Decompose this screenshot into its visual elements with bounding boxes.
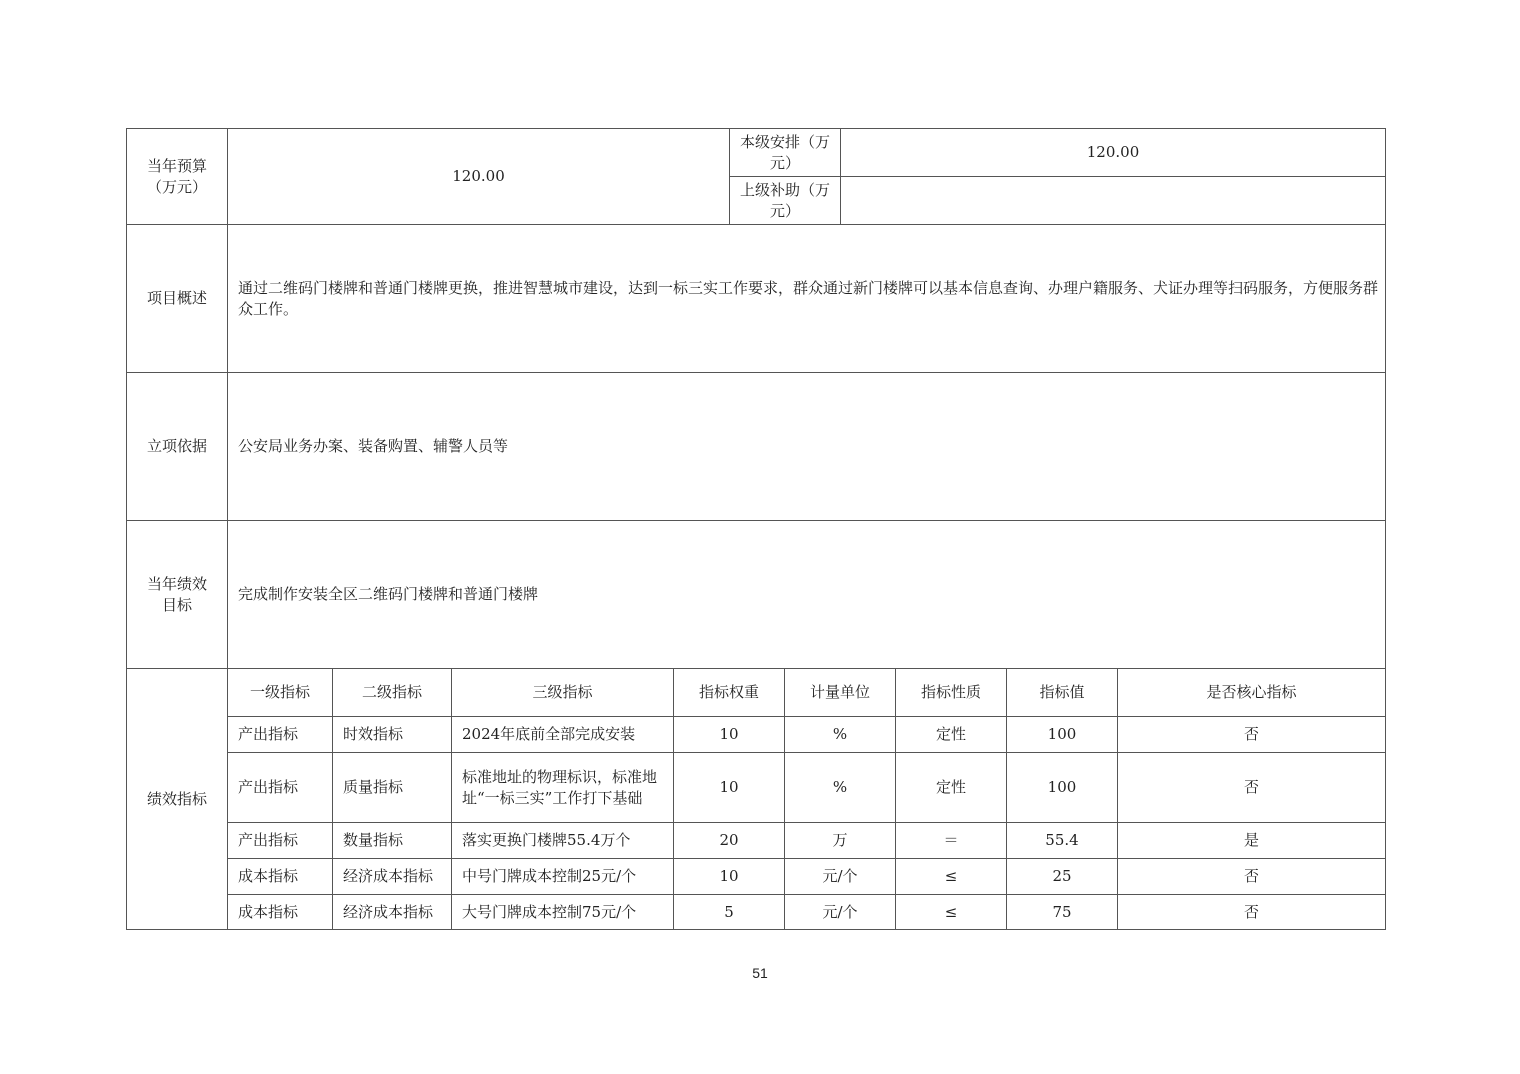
row1-nature: 定性 <box>935 725 966 743</box>
row3-core: 是 <box>1243 831 1259 849</box>
budget-label: 当年预算（万元） <box>146 156 207 196</box>
page-number: 51 <box>752 965 768 981</box>
row3-nature: ＝ <box>943 831 959 849</box>
row4-level3: 中号门牌成本控制25元/个 <box>462 867 637 885</box>
row2-level1: 产出指标 <box>238 778 299 796</box>
header-level2: 二级指标 <box>361 683 422 701</box>
basis-label: 立项依据 <box>146 437 207 455</box>
header-nature: 指标性质 <box>920 683 981 701</box>
row5-level2: 经济成本指标 <box>343 902 434 921</box>
header-core: 是否核心指标 <box>1206 683 1297 701</box>
row3-weight: 20 <box>719 831 739 849</box>
overview-label: 项目概述 <box>146 289 207 307</box>
row4-value: 25 <box>1052 867 1072 885</box>
row2-nature: 定性 <box>935 778 966 796</box>
row1-level3: 2024年底前全部完成安装 <box>462 725 636 743</box>
header-level3: 三级指标 <box>532 683 593 701</box>
border-right <box>1385 128 1386 930</box>
indicators-label: 绩效指标 <box>146 789 207 808</box>
superior-subsidy-value <box>841 177 1385 224</box>
superior-subsidy-label: 上级补助（万元） <box>739 180 830 220</box>
goal-label: 当年绩效目标 <box>146 574 207 614</box>
goal-text: 完成制作安装全区二维码门楼牌和普通门楼牌 <box>238 585 539 603</box>
row2-unit: % <box>832 778 848 796</box>
row1-unit: % <box>832 725 848 743</box>
header-value: 指标值 <box>1039 683 1085 701</box>
header-weight: 指标权重 <box>698 683 759 701</box>
row4-nature: ≤ <box>944 867 958 885</box>
row5-level3: 大号门牌成本控制75元/个 <box>462 902 637 921</box>
row5-value: 75 <box>1052 902 1072 921</box>
row2-weight: 10 <box>719 778 739 796</box>
row1-weight: 10 <box>719 725 739 743</box>
border-bottom <box>126 929 1386 930</box>
row3-unit: 万 <box>832 831 848 849</box>
overview-text: 通过二维码门楼牌和普通门楼牌更换，推进智慧城市建设，达到一标三实工作要求，群众通过新门楼牌可以基本信息查询、办理户籍服务、犬证办理等扫码服务，方便服务群众工作。 <box>238 278 1379 318</box>
row5-nature: ≤ <box>944 902 958 921</box>
row4-core: 否 <box>1243 867 1259 885</box>
row3-level2: 数量指标 <box>343 831 404 849</box>
row2-level3: 标准地址的物理标识，标准地址“一标三实”工作打下基础 <box>462 767 658 807</box>
row4-level2: 经济成本指标 <box>343 867 434 885</box>
basis-text: 公安局业务办案、装备购置、辅警人员等 <box>238 437 509 455</box>
row5-weight: 5 <box>724 902 734 921</box>
row5-level1: 成本指标 <box>238 902 299 921</box>
row1-level1: 产出指标 <box>238 725 299 743</box>
row2-value: 100 <box>1047 778 1077 796</box>
row2-level2: 质量指标 <box>343 778 404 796</box>
row3-level3: 落实更换门楼牌55.4万个 <box>462 831 631 849</box>
row1-core: 否 <box>1243 725 1259 743</box>
row3-value: 55.4 <box>1045 831 1079 849</box>
budget-total-value: 120.00 <box>452 167 505 185</box>
row4-level1: 成本指标 <box>238 867 299 885</box>
row4-unit: 元/个 <box>822 867 858 885</box>
row1-level2: 时效指标 <box>343 725 404 743</box>
row5-unit: 元/个 <box>822 902 858 921</box>
local-arrangement-value: 120.00 <box>1086 143 1140 161</box>
local-arrangement-label: 本级安排（万元） <box>739 132 830 172</box>
row4-weight: 10 <box>719 867 739 885</box>
row5-core: 否 <box>1243 902 1259 921</box>
header-level1: 一级指标 <box>249 683 310 701</box>
row1-value: 100 <box>1047 725 1077 743</box>
row3-level1: 产出指标 <box>238 831 299 849</box>
row2-core: 否 <box>1243 778 1259 796</box>
header-unit: 计量单位 <box>809 683 870 701</box>
